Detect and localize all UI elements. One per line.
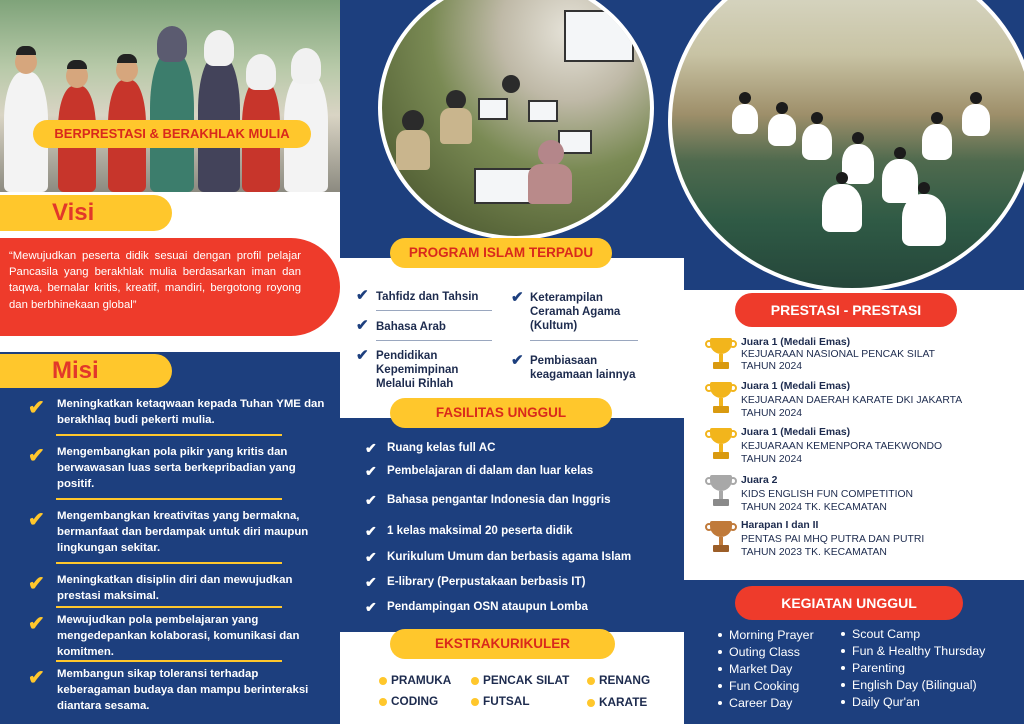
program-item: Keterampilan Ceramah Agama (Kultum) (530, 292, 621, 332)
prestasi-event: PENTAS PAI MHQ PUTRA DAN PUTRI (741, 534, 925, 545)
misi-item-text: Membangun sikap toleransi terhadap keberagaman budaya dan mampu berinteraksi diantara sesama. (57, 668, 309, 712)
check-icon: ✔ (356, 287, 369, 304)
program-item: Pembiasaan keagamaan lainnya (530, 355, 636, 381)
kegiatan-item: Parenting (852, 661, 906, 675)
laptop-screen (478, 98, 508, 120)
gold-trophy-icon (707, 428, 735, 462)
prestasi-year: TAHUN 2024 TK. KECAMATAN (741, 502, 887, 513)
bullet-dot (471, 677, 479, 685)
prestasi-year: TAHUN 2024 (741, 454, 803, 465)
student-seated (822, 184, 862, 232)
check-icon: ✔ (365, 463, 377, 479)
silver-trophy-icon (707, 475, 735, 509)
fasilitas-item: Ruang kelas full AC (387, 441, 496, 454)
student-seated (902, 194, 946, 246)
prestasi-year: TAHUN 2023 TK. KECAMATAN (741, 547, 887, 558)
bullet-dot (718, 633, 722, 637)
projector-screen (564, 10, 634, 62)
bullet-dot (379, 677, 387, 685)
laptop-screen (528, 100, 558, 122)
divider (56, 434, 282, 436)
student-head (502, 75, 520, 93)
check-icon: ✔ (28, 667, 45, 689)
bullet-dot (718, 701, 722, 705)
bullet-dot (718, 667, 722, 671)
kegiatan-item: Scout Camp (852, 627, 921, 641)
kegiatan-item: Career Day (729, 696, 793, 710)
program-title: PROGRAM ISLAM TERPADU (390, 238, 612, 268)
prestasi-rank: Juara 1 (Medali Emas) (741, 427, 851, 438)
prestasi-rank: Juara 1 (Medali Emas) (741, 337, 851, 348)
student-shirt (440, 108, 472, 144)
bullet-dot (379, 698, 387, 706)
bronze-trophy-icon (707, 521, 735, 555)
divider (376, 310, 492, 311)
check-icon: ✔ (365, 440, 377, 456)
student-head (538, 140, 564, 166)
student-shirt (396, 130, 430, 170)
student-seated (802, 124, 832, 160)
ekstrakurikuler-title: EKSTRAKURIKULER (390, 629, 615, 659)
check-icon: ✔ (365, 574, 377, 590)
misi-item-text: Mengembangkan pola pikir yang kritis dan berwawasan luas serta berkepribadian yang positif. (57, 446, 296, 490)
misi-title: Misi (52, 357, 99, 384)
check-icon: ✔ (365, 549, 377, 565)
fasilitas-item: 1 kelas maksimal 20 peserta didik (387, 524, 573, 537)
ekstrakurikuler-item: PENCAK SILAT (483, 673, 570, 687)
check-icon: ✔ (511, 289, 524, 306)
prestasi-year: TAHUN 2024 (741, 408, 803, 419)
fasilitas-item: Pendampingan OSN ataupun Lomba (387, 600, 588, 613)
fasilitas-item: Kurikulum Umum dan berbasis agama Islam (387, 550, 632, 563)
laptop-screen (474, 168, 534, 204)
divider (56, 562, 282, 564)
kegiatan-item: Fun Cooking (729, 679, 800, 693)
prestasi-event: KEJUARAAN KEMENPORA TAEKWONDO (741, 441, 943, 452)
ekstrakurikuler-item: FUTSAL (483, 694, 530, 708)
fasilitas-title: FASILITAS UNGGUL (390, 398, 612, 428)
prestasi-rank: Juara 1 (Medali Emas) (741, 381, 851, 392)
student-seated (732, 104, 758, 134)
bullet-dot (841, 632, 845, 636)
kegiatan-item: Daily Qur'an (852, 695, 920, 709)
prestasi-year: TAHUN 2024 (741, 361, 803, 372)
students-award-photo (0, 0, 340, 192)
kegiatan-item: Morning Prayer (729, 628, 814, 642)
bullet-dot (718, 684, 722, 688)
fasilitas-item: Bahasa pengantar Indonesia dan Inggris (387, 493, 611, 506)
student-seated (962, 104, 990, 136)
ekstrakurikuler-item: RENANG (599, 673, 651, 687)
check-icon: ✔ (28, 573, 45, 595)
kegiatan-title: KEGIATAN UNGGUL (735, 586, 963, 620)
student-seated (768, 114, 796, 146)
bullet-dot (471, 698, 479, 706)
bullet-dot (587, 677, 595, 685)
check-icon: ✔ (356, 347, 369, 364)
visi-text: “Mewujudkan peserta didik sesuai dengan profil pelajar Pancasila yang berakhlak mulia berdasarkan iman dan taqwa, bernalar kritis, kreatif, mandiri, bergotong royong dan berbhinekaan global” (9, 250, 301, 311)
bullet-dot (841, 666, 845, 670)
check-icon: ✔ (365, 492, 377, 508)
fasilitas-item: E-library (Perpustakaan berbasis IT) (387, 575, 586, 588)
divider (530, 340, 638, 341)
misi-item-text: Meningkatkan ketaqwaan kepada Tuhan YME dan berakhlaq budi pekerti mulia. (57, 398, 325, 426)
check-icon: ✔ (365, 523, 377, 539)
program-item: Pendidikan Kepemimpinan Melalui Rihlah (376, 350, 459, 390)
check-icon: ✔ (365, 599, 377, 615)
prestasi-event: KEJUARAAN NASIONAL PENCAK SILAT (741, 349, 936, 360)
student-head (402, 110, 424, 132)
bullet-dot (841, 700, 845, 704)
prestasi-event: KIDS ENGLISH FUN COMPETITION (741, 489, 914, 500)
bullet-dot (718, 650, 722, 654)
gold-trophy-icon (707, 382, 735, 416)
check-icon: ✔ (28, 445, 45, 467)
prestasi-rank: Harapan I dan II (741, 520, 819, 531)
tagline-badge: BERPRESTASI & BERAKHLAK MULIA (33, 120, 311, 148)
student-seated (922, 124, 952, 160)
ekstrakurikuler-item: PRAMUKA (391, 673, 452, 687)
divider (56, 606, 282, 608)
misi-item-text: Meningkatkan disiplin diri dan mewujudkan prestasi maksimal. (57, 574, 293, 602)
student-shirt (528, 164, 572, 204)
bullet-dot (587, 699, 595, 707)
prestasi-event: KEJUARAAN DAERAH KARATE DKI JAKARTA (741, 395, 963, 406)
program-item: Tahfidz dan Tahsin (376, 291, 479, 303)
visi-title: Visi (52, 199, 95, 226)
divider (56, 660, 282, 662)
bullet-dot (841, 649, 845, 653)
ekstrakurikuler-item: CODING (391, 694, 439, 708)
misi-item-text: Mewujudkan pola pembelajaran yang mengedepankan kolaborasi, komunikasi dan komitmen. (57, 614, 300, 658)
kegiatan-item: Fun & Healthy Thursday (852, 644, 986, 658)
prestasi-rank: Juara 2 (741, 475, 778, 486)
prestasi-title: PRESTASI - PRESTASI (735, 293, 957, 327)
student-head (446, 90, 466, 110)
kegiatan-item: Outing Class (729, 645, 800, 659)
divider (56, 498, 282, 500)
bullet-dot (841, 683, 845, 687)
program-item: Bahasa Arab (376, 321, 446, 333)
gold-trophy-icon (707, 338, 735, 372)
ekstrakurikuler-item: KARATE (599, 695, 648, 709)
divider (376, 340, 492, 341)
fasilitas-item: Pembelajaran di dalam dan luar kelas (387, 464, 594, 477)
check-icon: ✔ (28, 613, 45, 635)
misi-item-text: Mengembangkan kreativitas yang bermakna, bermanfaat dan berdampak untuk diri maupun lingkungan sekitar. (57, 510, 309, 554)
kegiatan-item: Market Day (729, 662, 793, 676)
check-icon: ✔ (511, 352, 524, 369)
check-icon: ✔ (28, 397, 45, 419)
kegiatan-item: English Day (Bilingual) (852, 678, 977, 692)
check-icon: ✔ (356, 317, 369, 334)
check-icon: ✔ (28, 509, 45, 531)
